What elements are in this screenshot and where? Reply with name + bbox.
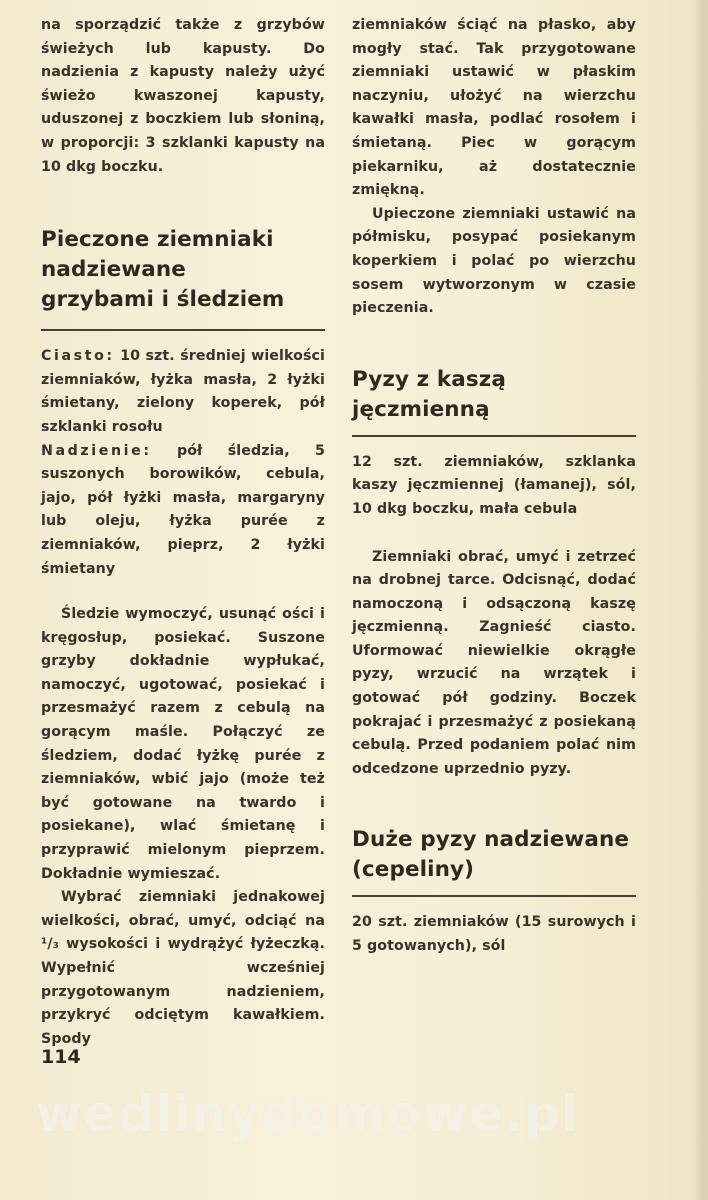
dough-ingredients xyxy=(41,345,325,439)
filling-ingredients xyxy=(41,440,325,582)
intro-paragraph: na sporządzić także z grzybów świeżych lub kapusty. Do nadzienia z kapusty należy użyć świeżo kwaszonej kapusty, uduszonej z boczkiem lub słoniną, w proporcji: 3 szklanki kapusty na 10 dkg boczku. xyxy=(41,17,325,175)
pyzy-ingredients: 12 szt. ziemniaków, szklanka kaszy jęczmiennej (łamanej), sól, 10 dkg boczku, mała cebula xyxy=(352,453,636,517)
recipe-title-pieczone-ziemniaki: Pieczone ziemniaki nadziewane grzybami i śledziem xyxy=(41,227,285,313)
right-column xyxy=(352,14,636,959)
page-edge xyxy=(692,0,708,1200)
recipe-title-pyzy: Pyzy z kaszą jęczmienną xyxy=(352,366,507,422)
filling-label: Nadzienie: xyxy=(41,442,152,459)
serve-paragraph: Upieczone ziemniaki ustawić na półmisku, posypać posiekanym koperkiem i polać po wierzchu sosem wytworzonym w czasie pieczenia. xyxy=(352,205,636,317)
method-paragraph-2: Wybrać ziemniaki jednakowej wielkości, obrać, umyć, odciąć na ¹/₃ wysokości i wydrążyć łyżeczką. Wypełnić wcześniej przygotowanym nadzieniem, przykryć odciętym kawałkiem. Spody xyxy=(41,889,325,1047)
page-number: 114 xyxy=(41,1046,81,1068)
watermark: wedlinydomowe.pl xyxy=(36,1085,579,1143)
cepeliny-ingredients: 20 szt. ziemniaków (15 surowych i 5 gotowanych), sól xyxy=(352,914,636,955)
dough-label: Ciasto: xyxy=(41,348,115,365)
filling-text: pół śledzia, 5 suszonych borowików, cebula, jajo, pół łyżki masła, margaryny lub oleju, łyżka purée z ziemniaków, pieprz, 2 łyżki śmietany xyxy=(41,442,325,577)
continuation-paragraph: ziemniaków ściąć na płasko, aby mogły stać. Tak przygotowane ziemniaki ustawić w płaskim naczyniu, ułożyć na wierzchu kawałki masła, podlać rosołem i śmietaną. Piec w gorącym piekarniku, aż dostatecznie zmiękną. xyxy=(352,17,636,199)
recipe-title-cepeliny: Duże pyzy nadziewane (cepeliny) xyxy=(352,827,630,883)
method-paragraph-1: Śledzie wymoczyć, usunąć ości i kręgosłup, posiekać. Suszone grzyby dokładnie wypłukać, namoczyć, ugotować, posiekać i przesmażyć razem z cebulą na gorącym maśle. Połączyć ze śledziem, dodać łyżkę purée z ziemniaków, wbić jajo (może też być gotowane na twardo i posiekane), wlać śmietanę i przyprawić mielonym pieprzem. Dokładnie wymieszać. xyxy=(41,606,325,882)
dough-text: 10 szt. średniej wielkości ziemniaków, łyżka masła, 2 łyżki śmietany, zielony koperek, pół szklanki rosołu xyxy=(41,348,325,435)
pyzy-method: Ziemniaki obrać, umyć i zetrzeć na drobnej tarce. Odcisnąć, dodać namoczoną i odsączoną kaszę jęczmienną. Zagnieść ciasto. Uformować niewielkie okrągłe pyzy, wrzucić na wrzątek i gotować pół godziny. Boczek pokrajać i przesmażyć z posiekaną cebulą. Przed podaniem polać nim odcedzone uprzednio pyzy. xyxy=(352,548,636,777)
left-column xyxy=(41,14,325,1051)
